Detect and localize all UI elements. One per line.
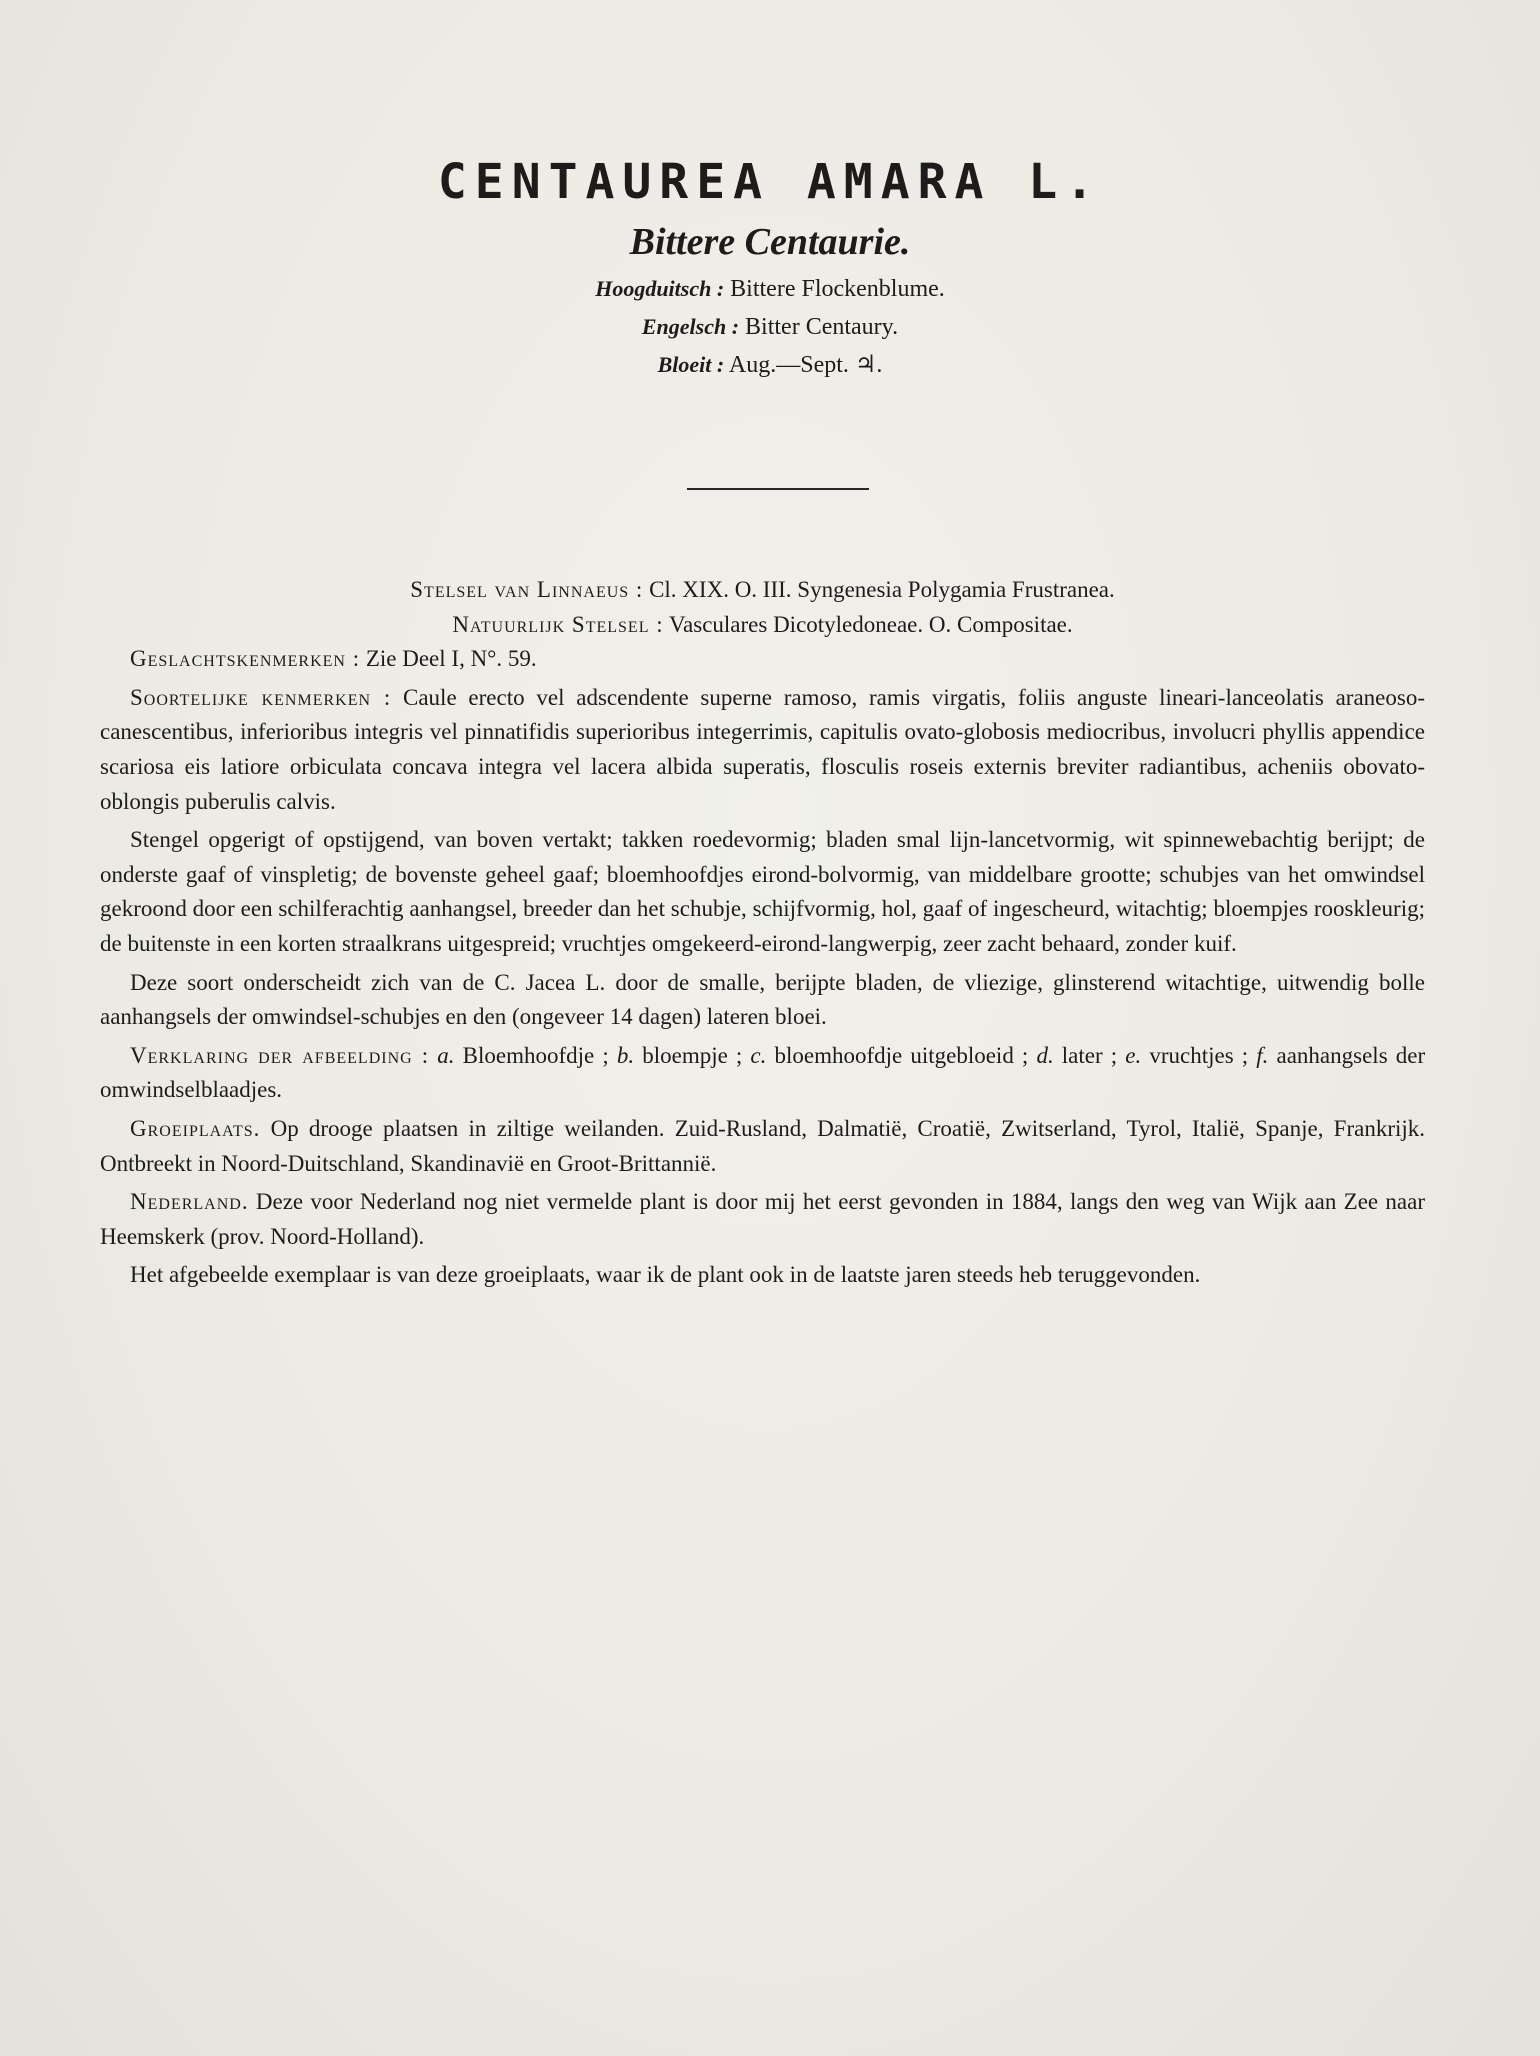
habitat-value: Op drooge plaatsen in ziltige weilanden. Zuid-Rusland, Dalmatië, Croatië, Zwitserland, Tyrol, Italië, Spanje, Frankrijk. Ontbreekt in Noord-Duitschland, Skandinavië en Groot-Brittannië. xyxy=(100,1115,1426,1176)
linnaeus-label: Stelsel van Linnaeus : xyxy=(410,577,644,602)
figure-key-e: e. xyxy=(1125,1042,1142,1068)
figure-text-b: bloempje ; xyxy=(642,1042,743,1068)
section-divider xyxy=(687,488,869,490)
flowering-label: Bloeit : xyxy=(657,352,725,377)
figure-text-d: later ; xyxy=(1061,1042,1118,1068)
figure-key-c: c. xyxy=(750,1042,767,1068)
habitat-paragraph xyxy=(100,1112,1425,1181)
heading-block xyxy=(0,150,1540,384)
english-name-line xyxy=(0,308,1540,346)
genus-label: Geslachtskenmerken : xyxy=(130,646,361,672)
habitat-label: Groeiplaats. xyxy=(130,1115,261,1141)
linnaeus-system-line xyxy=(100,573,1425,608)
linnaeus-value: Cl. XIX. O. III. Syngenesia Polygamia Frustranea. xyxy=(649,577,1115,602)
natural-label: Natuurlijk Stelsel : xyxy=(452,611,664,637)
species-paragraph xyxy=(100,681,1425,819)
figure-text-a: Bloemhoofdje ; xyxy=(462,1042,609,1068)
flowering-period: Aug.—Sept. ♃. xyxy=(728,352,883,378)
figure-text-e: vruchtjes ; xyxy=(1149,1042,1249,1068)
figure-explanation-paragraph xyxy=(100,1039,1425,1108)
species-title: CENTAUREA AMARA L. xyxy=(437,154,1103,210)
figure-key-b: b. xyxy=(616,1042,635,1068)
english-name: Bitter Centaury. xyxy=(745,314,899,340)
specimen-note-paragraph: Het afgebeelde exemplaar is van deze groeiplaats, waar ik de plant ook in de laatste jaren steeds heb teruggevonden. xyxy=(130,1262,1201,1288)
figure-explanation-label: Verklaring der afbeelding : xyxy=(130,1042,430,1068)
english-label: Engelsch : xyxy=(641,314,740,339)
genus-value: Zie Deel I, N°. 59. xyxy=(365,646,537,672)
text-body xyxy=(100,573,1425,1297)
netherlands-label: Nederland. xyxy=(130,1189,249,1215)
figure-text-f: aanhangsels der omwindselblaadjes. xyxy=(100,1042,1426,1103)
figure-key-a: a. xyxy=(437,1042,455,1068)
figure-text-c: bloemhoofdje uitgebloeid ; xyxy=(774,1042,1029,1068)
netherlands-value: Deze voor Nederland nog niet vermelde plant is door mij het eerst gevonden in 1884, langs den weg van Wijk aan Zee naar Heemskerk (prov. Noord-Holland). xyxy=(100,1189,1425,1249)
german-name-line xyxy=(0,270,1540,308)
netherlands-paragraph xyxy=(100,1185,1425,1254)
natural-value: Vasculares Dicotyledoneae. O. Compositae. xyxy=(668,611,1073,637)
figure-key-d: d. xyxy=(1036,1042,1054,1068)
comparison-paragraph: Deze soort onderscheidt zich van de C. Jacea L. door de smalle, berijpte bladen, de vliezige, glinsterend witachtige, uitwendig bolle aanhangsels der omwindsel-schubjes en den (ongeveer 14 dagen) lateren bloei. xyxy=(100,969,1425,1030)
dutch-name: Bittere Centaurie. xyxy=(629,221,911,263)
flowering-line xyxy=(0,346,1540,384)
genus-paragraph xyxy=(100,642,1425,677)
species-label: Soortelijke kenmerken : xyxy=(130,684,392,710)
species-value: Caule erecto vel adscendente superne ramoso, ramis virgatis, foliis anguste lineari-lanceolatis araneoso-canescentibus, inferioribus integris vel pinnatifidis superioribus integerrimis, capitulis ovato-globosis mediocribus, involucri phyllis appendice scariosa eis latiore orbiculata concava integra vel lacera albida superatis, flosculis roseis externis breviter radiantibus, acheniis obovato-oblongis puberulis calvis. xyxy=(100,684,1425,814)
natural-system-line xyxy=(100,608,1425,643)
german-name: Bittere Flockenblume. xyxy=(730,276,945,302)
german-label: Hoogduitsch : xyxy=(595,276,725,301)
description-paragraph: Stengel opgerigt of opstijgend, van boven vertakt; takken roedevormig; bladen smal lijn-lancetvormig, wit spinnewebachtig berijpt; de onderste gaaf of vinspletig; de bovenste geheel gaaf; bloemhoofdjes eirond-bolvormig, van middelbare grootte; schubjes van het omwindsel gekroond door een schilferachtig aanhangsel, breeder dan het schubje, schijfvormig, hol, gaaf of ingescheurd, witachtig; bloempjes rooskleurig; de buitenste in een korten straalkrans uitgespreid; vruchtjes omgekeerd-eirond-langwerpig, zeer zacht behaard, zonder kuif. xyxy=(100,827,1425,956)
figure-key-f: f. xyxy=(1256,1042,1269,1068)
